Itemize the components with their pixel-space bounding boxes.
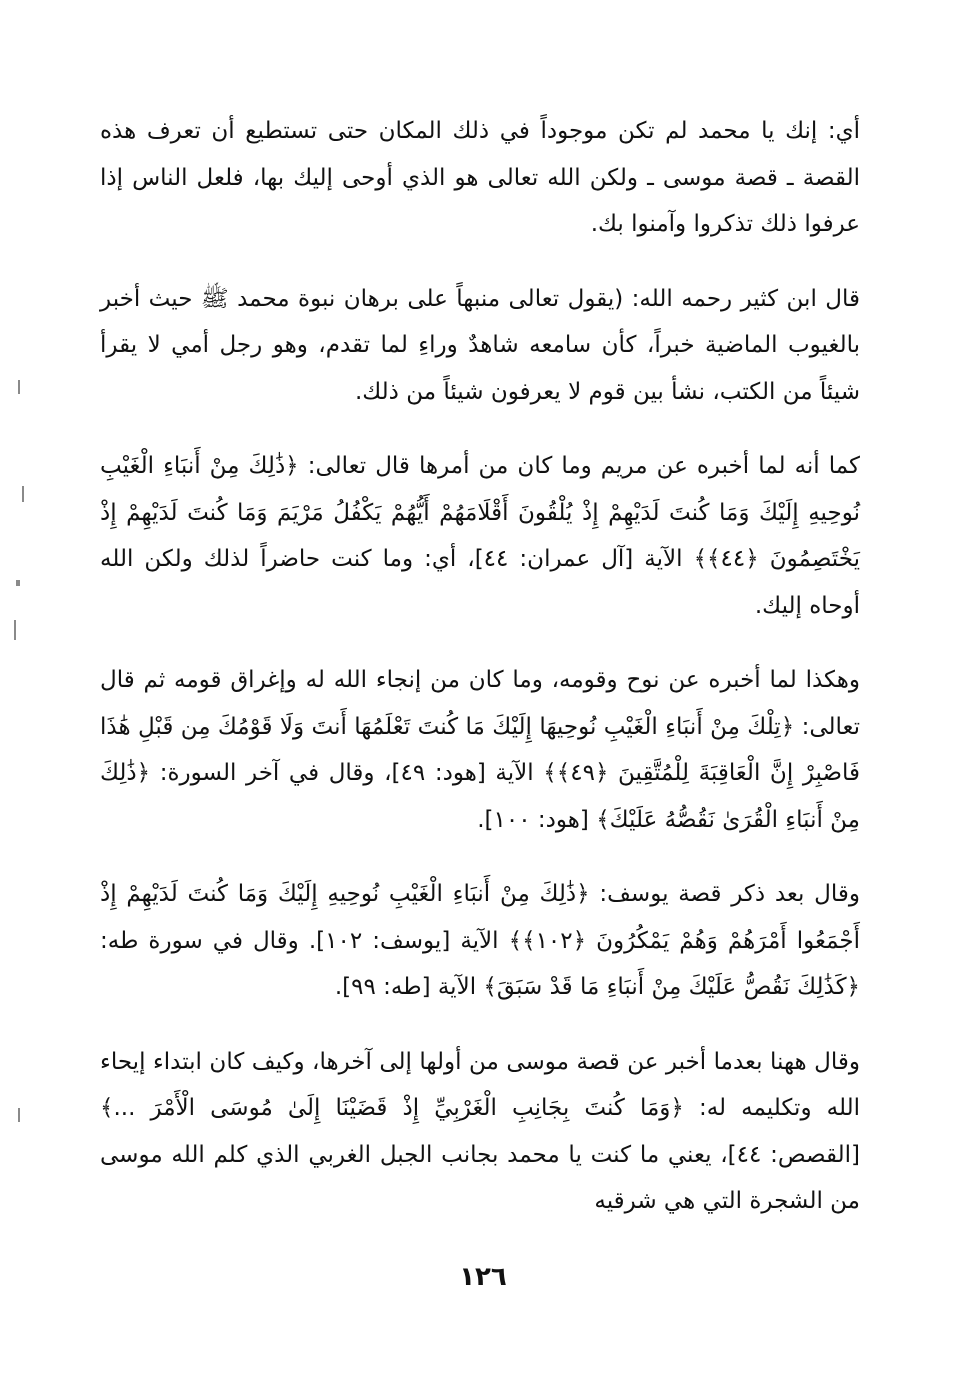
margin-mark: [16, 580, 20, 586]
page-number: ١٢٦: [459, 1262, 507, 1292]
paragraph: أي: إنك يا محمد لم تكن موجوداً في ذلك المكان حتى تستطيع أن تعرف هذه القصة ـ قصة موسى ـ ولكن الله تعالى هو الذي أوحى إليك بها، فلعل الناس إذا عرفوا ذلك تذكروا وآمنوا بك.: [100, 118, 860, 237]
paragraph: كما أنه لما أخبره عن مريم وما كان من أمرها قال تعالى: ﴿ذَٰلِكَ مِنْ أَنبَاءِ الْغَيْبِ نُوحِيهِ إِلَيْكَ وَمَا كُنتَ لَدَيْهِمْ إِذْ يُلْقُونَ أَقْلَامَهُمْ أَيُّهُمْ يَكْفُلُ مَرْيَمَ وَمَا كُنتَ لَدَيْهِمْ إِذْ يَخْتَصِمُونَ ﴿٤٤﴾﴾ الآية [آل عمران: ٤٤]، أي: وما كنت حاضراً لذلك ولكن الله أوحاه إليك.: [100, 453, 860, 619]
paragraph: وهكذا لما أخبره عن نوح وقومه، وما كان من إنجاء الله له وإغراق قومه ثم قال تعالى: ﴿تِلْكَ مِنْ أَنبَاءِ الْغَيْبِ نُوحِيهَا إِلَيْكَ مَا كُنتَ تَعْلَمُهَا أَنتَ وَلَا قَوْمُكَ مِن قَبْلِ هَٰذَا فَاصْبِرْ إِنَّ الْعَاقِبَةَ لِلْمُتَّقِينَ ﴿٤٩﴾﴾ الآية [هود: ٤٩]، وقال في آخر السورة: ﴿ذَٰلِكَ مِنْ أَنبَاءِ الْقُرَىٰ نَقُصُّهُ عَلَيْكَ﴾ [هود: ١٠٠].: [100, 667, 860, 833]
paragraph: وقال ههنا بعدما أخبر عن قصة موسى من أولها إلى آخرها، وكيف كان ابتداء إيحاء الله وتكليمه له: ﴿وَمَا كُنتَ بِجَانِبِ الْغَرْبِيِّ إِذْ قَضَيْنَا إِلَىٰ مُوسَى الْأَمْرَ ...﴾ [القصص: ٤٤]، يعني ما كنت يا محمد بجانب الجبل الغربي الذي كلم الله موسى من الشجرة التي هي شرقيه: [100, 1048, 860, 1214]
paragraph: وقال بعد ذكر قصة يوسف: ﴿ذَٰلِكَ مِنْ أَنبَاءِ الْغَيْبِ نُوحِيهِ إِلَيْكَ وَمَا كُنتَ لَدَيْهِمْ إِذْ أَجْمَعُوا أَمْرَهُمْ وَهُمْ يَمْكُرُونَ ﴿١٠٢﴾﴾ الآية [يوسف: ١٠٢]. وقال في سورة طه: ﴿كَذَٰلِكَ نَقُصُّ عَلَيْكَ مِنْ أَنبَاءِ مَا قَدْ سَبَقَ﴾ الآية [طه: ٩٩].: [100, 881, 860, 1000]
margin-mark: [18, 380, 20, 394]
margin-mark: [14, 620, 16, 640]
body-text: [100, 108, 860, 1253]
paragraph: قال ابن كثير رحمه الله: (يقول تعالى منبهاً على برهان نبوة محمد ﷺ حيث أخبر بالغيوب الماضية خبراً، كأن سامعه شاهدٌ وراءِ لما تقدم، وهو رجل أمي لا يقرأ شيئاً من الكتب، نشأ بين قوم لا يعرفون شيئاً من ذلك.: [100, 285, 860, 405]
margin-mark: [18, 1108, 20, 1122]
margin-mark: [22, 486, 24, 502]
